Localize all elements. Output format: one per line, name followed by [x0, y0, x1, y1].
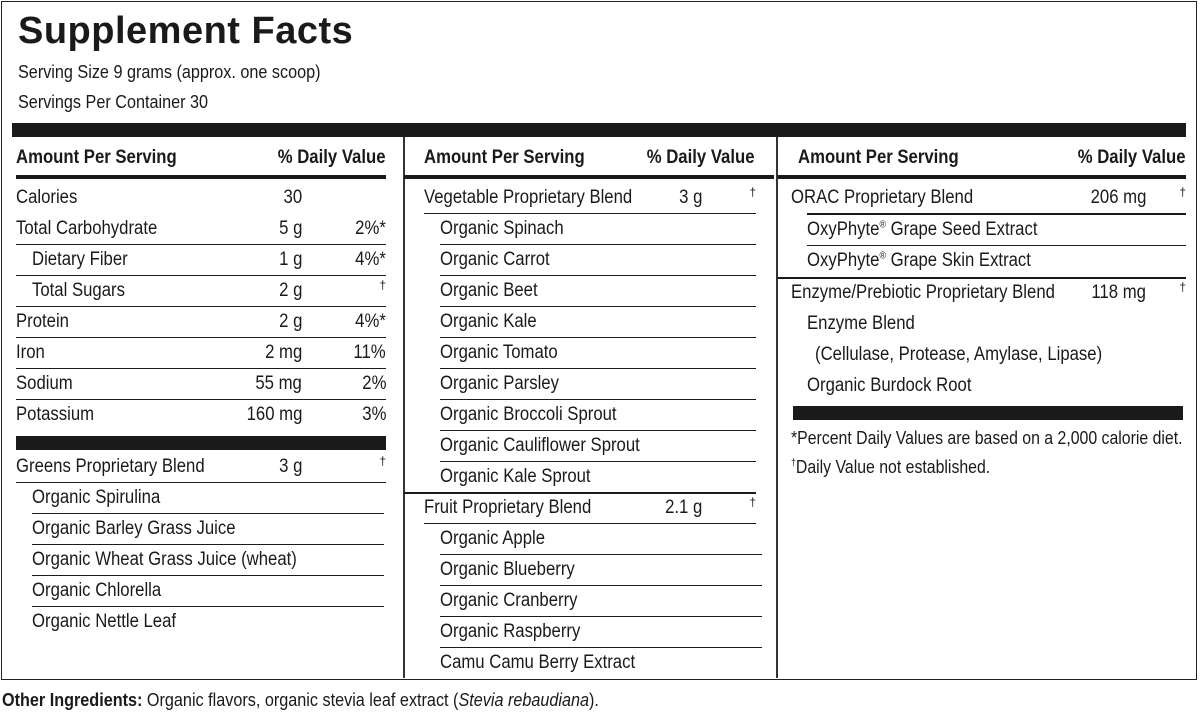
ingredient-row [440, 245, 756, 276]
row-name: Organic Spirulina [32, 487, 161, 508]
registered-mark: ® [879, 250, 886, 262]
other-ingredients-end: ). [589, 690, 599, 710]
column-divider [776, 137, 778, 678]
row-name: Sodium [16, 373, 73, 394]
dagger-mark: † [791, 458, 796, 469]
column-1 [16, 137, 386, 677]
ingredient-row [440, 431, 756, 462]
blend-row [791, 278, 1186, 309]
ingredient-row [440, 648, 762, 679]
column-header [778, 137, 1186, 179]
row-name: Organic Spinach [440, 218, 564, 239]
dv-header: % Daily Value [1078, 147, 1186, 168]
dv-header: % Daily Value [647, 147, 755, 168]
footnote-text: Daily Value not established. [795, 457, 991, 477]
extract-name: Grape Seed Extract [885, 219, 1038, 240]
row-name: Organic Apple [440, 528, 546, 549]
row-amount: 160 mg [246, 404, 302, 425]
column-header [16, 137, 386, 179]
row-amount: 118 mg [1091, 282, 1146, 303]
row-name: Fruit Proprietary Blend [424, 497, 592, 518]
ingredient-detail-row [815, 340, 1194, 371]
nutrient-row [16, 307, 386, 338]
section-divider-bar [16, 436, 386, 450]
column-2 [424, 137, 756, 677]
other-ingredients-label: Other Ingredients: [2, 690, 143, 710]
blend-row [424, 493, 756, 524]
row-amount: 2 g [278, 311, 302, 332]
row-name: Potassium [16, 404, 95, 425]
ingredient-row [440, 369, 756, 400]
row-daily-value: † [379, 454, 386, 468]
ingredient-row [807, 371, 1186, 402]
footnote-daily-values: *Percent Daily Values are based on a 2,000 calorie diet. [791, 428, 1183, 448]
other-ingredients-latin: Stevia rebaudiana [458, 690, 590, 710]
registered-mark: ® [879, 219, 886, 231]
amount-header: Amount Per Serving [16, 147, 177, 168]
row-name: Total Sugars [32, 280, 125, 301]
ingredient-row [32, 483, 384, 514]
row-daily-value: 3% [361, 404, 386, 425]
ingredient-row [32, 545, 384, 576]
extract-name: Grape Skin Extract [885, 250, 1031, 271]
row-name: Iron [16, 342, 45, 363]
nutrient-row [16, 338, 386, 369]
ingredient-row [32, 607, 384, 638]
row-name: Organic Raspberry [440, 621, 581, 642]
row-amount: 5 g [278, 218, 302, 239]
row-name: Enzyme Blend [807, 313, 915, 334]
other-ingredients [2, 690, 599, 711]
dv-header: % Daily Value [278, 147, 386, 168]
row-name: Organic Barley Grass Juice [32, 518, 236, 539]
row-name: Vegetable Proprietary Blend [424, 187, 633, 208]
ingredient-row [440, 555, 762, 586]
serving-size: Serving Size 9 grams (approx. one scoop) [18, 62, 321, 82]
row-amount: 3 g [678, 187, 702, 208]
row-name: (Cellulase, Protease, Amylase, Lipase) [815, 344, 1103, 365]
column-divider [403, 137, 405, 678]
row-name: Protein [16, 311, 69, 332]
row-name: Calories [16, 187, 78, 208]
row-name [807, 250, 1031, 272]
row-name: ORAC Proprietary Blend [791, 187, 974, 208]
row-name: Camu Camu Berry Extract [440, 652, 636, 673]
row-daily-value: 11% [353, 342, 386, 363]
nutrient-row [16, 400, 386, 431]
ingredient-row [440, 276, 756, 307]
row-amount: 1 g [278, 249, 302, 270]
row-name: Greens Proprietary Blend [16, 456, 205, 477]
ingredient-row [440, 617, 762, 648]
column-header [404, 137, 774, 179]
row-name [807, 219, 1037, 241]
ingredient-row [440, 524, 762, 555]
row-amount: 30 [283, 187, 302, 208]
row-name: Organic Cauliflower Sprout [440, 435, 640, 456]
row-daily-value: † [1179, 185, 1186, 199]
row-amount: 55 mg [255, 373, 302, 394]
row-daily-value: † [379, 278, 386, 292]
row-daily-value: 2%* [355, 218, 386, 239]
row-name: Organic Cranberry [440, 590, 578, 611]
row-name: Total Carbohydrate [16, 218, 158, 239]
row-name: Organic Parsley [440, 373, 559, 394]
row-name: Dietary Fiber [32, 249, 128, 270]
servings-per-container: Servings Per Container 30 [18, 92, 209, 112]
row-daily-value: 2% [361, 373, 386, 394]
ingredient-row [807, 215, 1186, 246]
row-name: Organic Nettle Leaf [32, 611, 177, 632]
top-divider-bar [12, 123, 1186, 137]
ingredient-row [807, 309, 1186, 340]
row-name: Organic Kale Sprout [440, 466, 591, 487]
amount-header: Amount Per Serving [424, 147, 585, 168]
ingredient-row [440, 400, 756, 431]
nutrient-row [16, 276, 386, 307]
row-amount: 2 g [278, 280, 302, 301]
ingredient-row [440, 586, 762, 617]
nutrient-row [16, 369, 386, 400]
row-name: Organic Kale [440, 311, 537, 332]
nutrient-row [16, 214, 386, 245]
row-daily-value: † [749, 495, 756, 509]
row-daily-value: 4%* [355, 249, 386, 270]
brand-name: OxyPhyte [807, 219, 880, 240]
nutrient-row [16, 245, 386, 276]
row-name: Organic Broccoli Sprout [440, 404, 617, 425]
blend-row [424, 183, 756, 214]
row-amount: 206 mg [1090, 187, 1146, 208]
row-name: Organic Wheat Grass Juice (wheat) [32, 549, 297, 570]
ingredient-row [32, 576, 384, 607]
ingredient-row [440, 307, 756, 338]
ingredient-row [440, 214, 756, 245]
footnote-not-established [791, 457, 990, 478]
ingredient-row [440, 462, 756, 493]
row-amount: 3 g [278, 456, 302, 477]
ingredient-row [807, 246, 1186, 277]
column-3 [791, 137, 1186, 677]
brand-name: OxyPhyte [807, 250, 880, 271]
row-name: Organic Burdock Root [807, 375, 972, 396]
blend-row [791, 183, 1186, 214]
row-name: Organic Blueberry [440, 559, 575, 580]
ingredient-row [32, 514, 384, 545]
row-name: Organic Beet [440, 280, 538, 301]
ingredient-row [440, 338, 756, 369]
row-daily-value: 4%* [355, 311, 386, 332]
row-amount: 2 mg [264, 342, 302, 363]
blend-row [16, 452, 386, 483]
section-divider-bar [793, 406, 1183, 420]
other-ingredients-text: Organic flavors, organic stevia leaf extract ( [142, 690, 459, 710]
row-name: Organic Chlorella [32, 580, 162, 601]
row-amount: 2.1 g [664, 497, 702, 518]
row-daily-value: † [1179, 280, 1186, 294]
nutrient-row [16, 183, 386, 214]
row-daily-value: † [749, 185, 756, 199]
panel-title: Supplement Facts [18, 10, 354, 52]
row-name: Organic Carrot [440, 249, 550, 270]
row-name: Organic Tomato [440, 342, 558, 363]
amount-header: Amount Per Serving [798, 147, 959, 168]
row-name: Enzyme/Prebiotic Proprietary Blend [791, 282, 1055, 303]
